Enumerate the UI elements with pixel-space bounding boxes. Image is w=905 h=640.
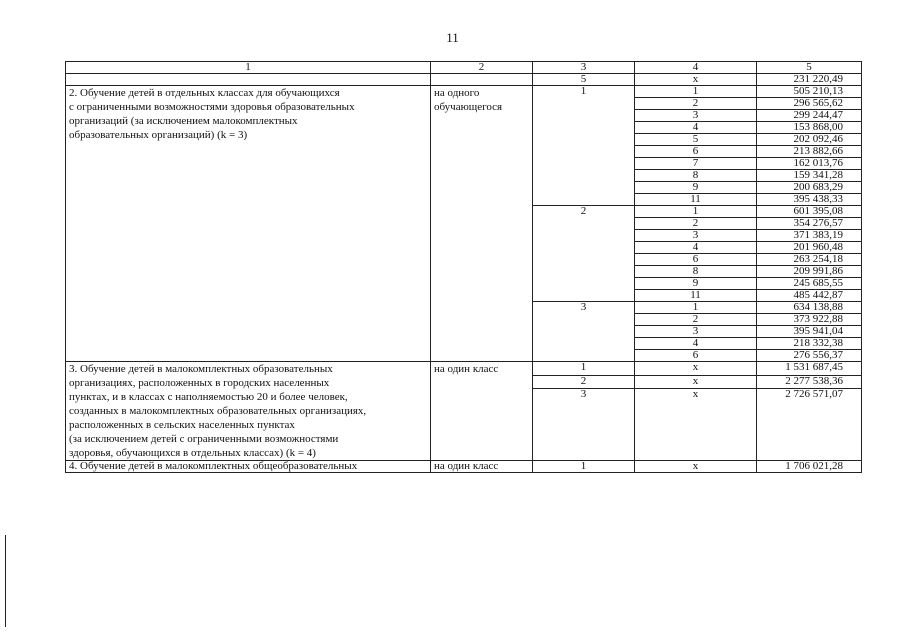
column4-cell: 4 (635, 122, 757, 134)
value-cell: 395 941,04 (757, 326, 862, 338)
column4-cell: 6 (635, 254, 757, 266)
column4-cell: 1 (635, 302, 757, 314)
section-4-unit: на один класс (431, 461, 533, 473)
empty-cell (431, 74, 533, 86)
column4-cell: 2 (635, 314, 757, 326)
header-cell: 5 (757, 62, 862, 74)
section-2-description-line: 2. Обучение детей в отдельных классах для обучающихся (69, 87, 340, 99)
page-number: 11 (446, 30, 459, 45)
column4-cell: x (635, 461, 757, 473)
value-cell: 354 276,57 (757, 218, 862, 230)
header-cell: 2 (431, 62, 533, 74)
column4-cell: 8 (635, 170, 757, 182)
value-cell: 231 220,49 (757, 74, 862, 86)
column4-cell: 4 (635, 242, 757, 254)
norms-table (65, 61, 862, 473)
column4-cell: 11 (635, 194, 757, 206)
margin-rule (5, 535, 6, 627)
column4-cell: x (635, 375, 757, 389)
column3-cell: 5 (533, 74, 635, 86)
column4-cell: 2 (635, 98, 757, 110)
section-3-description-line: созданных в малокомплектных образовательных организациях, (69, 405, 367, 417)
empty-cell (66, 74, 431, 86)
section-3-description-line: здоровья, обучающихся в отдельных классах) (k = 4) (69, 447, 316, 459)
column3-cell: 1 (533, 362, 635, 376)
value-cell: 200 683,29 (757, 182, 862, 194)
value-cell: 395 438,33 (757, 194, 862, 206)
header-cell: 4 (635, 62, 757, 74)
value-cell: 1 531 687,45 (757, 362, 862, 376)
column4-cell: 5 (635, 134, 757, 146)
value-cell: 218 332,38 (757, 338, 862, 350)
value-cell: 505 210,13 (757, 86, 862, 98)
value-cell: 296 565,62 (757, 98, 862, 110)
column4-cell: x (635, 362, 757, 376)
column4-cell: 7 (635, 158, 757, 170)
column4-cell: 3 (635, 110, 757, 122)
column4-cell: 4 (635, 338, 757, 350)
table-row (66, 461, 862, 473)
column3-cell: 3 (533, 302, 635, 362)
header-cell: 1 (66, 62, 431, 74)
section-2-description-line: организаций (за исключением малокомплектных (69, 115, 298, 127)
column3-cell: 1 (533, 86, 635, 206)
header-row (66, 62, 862, 74)
value-cell: 162 013,76 (757, 158, 862, 170)
value-cell: 299 244,47 (757, 110, 862, 122)
value-cell: 202 092,46 (757, 134, 862, 146)
section-2-description (66, 86, 431, 362)
section-2-unit-line: на одного (434, 87, 480, 99)
section-3-description-line: (за исключением детей с ограниченными возможностями (69, 433, 339, 445)
column3-cell: 3 (533, 389, 635, 461)
column4-cell: 11 (635, 290, 757, 302)
value-cell: 371 383,19 (757, 230, 862, 242)
column3-cell: 1 (533, 461, 635, 473)
value-cell: 153 868,00 (757, 122, 862, 134)
value-cell: 159 341,28 (757, 170, 862, 182)
value-cell: 245 685,55 (757, 278, 862, 290)
column4-cell: 9 (635, 278, 757, 290)
column3-cell: 2 (533, 206, 635, 302)
section-4-description: 4. Обучение детей в малокомплектных общеобразовательных (66, 461, 431, 473)
column4-cell: 3 (635, 326, 757, 338)
section-3-unit: на один класс (431, 362, 533, 461)
value-cell: 373 922,88 (757, 314, 862, 326)
value-cell: 201 960,48 (757, 242, 862, 254)
value-cell: 485 442,87 (757, 290, 862, 302)
section-2-unit (431, 86, 533, 362)
section-3-description-line: организациях, расположенных в городских населенных (69, 377, 330, 389)
column4-cell: 6 (635, 350, 757, 362)
section-2-description-line: с ограниченными возможностями здоровья образовательных (69, 101, 355, 113)
value-cell: 213 882,66 (757, 146, 862, 158)
section-3-description-line: 3. Обучение детей в малокомплектных образовательных (69, 363, 333, 375)
value-cell: 263 254,18 (757, 254, 862, 266)
column4-cell: x (635, 389, 757, 461)
section-2-unit-line: обучающегося (434, 101, 503, 113)
value-cell: 2 277 538,36 (757, 375, 862, 389)
column4-cell: x (635, 74, 757, 86)
value-cell: 634 138,88 (757, 302, 862, 314)
section-3-description-line: пунктах, и в классах с наполняемостью 20 и более человек, (69, 391, 348, 403)
column4-cell: 1 (635, 86, 757, 98)
section-3-description-line: расположенных в сельских населенных пунктах (69, 419, 295, 431)
value-cell: 2 726 571,07 (757, 389, 862, 461)
value-cell: 276 556,37 (757, 350, 862, 362)
section-3-description (66, 362, 431, 461)
column4-cell: 3 (635, 230, 757, 242)
section-2-description-line: образовательных организаций) (k = 3) (69, 129, 248, 141)
column4-cell: 1 (635, 206, 757, 218)
header-cell: 3 (533, 62, 635, 74)
value-cell: 209 991,86 (757, 266, 862, 278)
table-body (66, 62, 862, 473)
table-row (66, 362, 862, 376)
table-row (66, 86, 862, 98)
table-row (66, 74, 862, 86)
column4-cell: 8 (635, 266, 757, 278)
value-cell: 1 706 021,28 (757, 461, 862, 473)
value-cell: 601 395,08 (757, 206, 862, 218)
column4-cell: 2 (635, 218, 757, 230)
column4-cell: 9 (635, 182, 757, 194)
column3-cell: 2 (533, 375, 635, 389)
column4-cell: 6 (635, 146, 757, 158)
